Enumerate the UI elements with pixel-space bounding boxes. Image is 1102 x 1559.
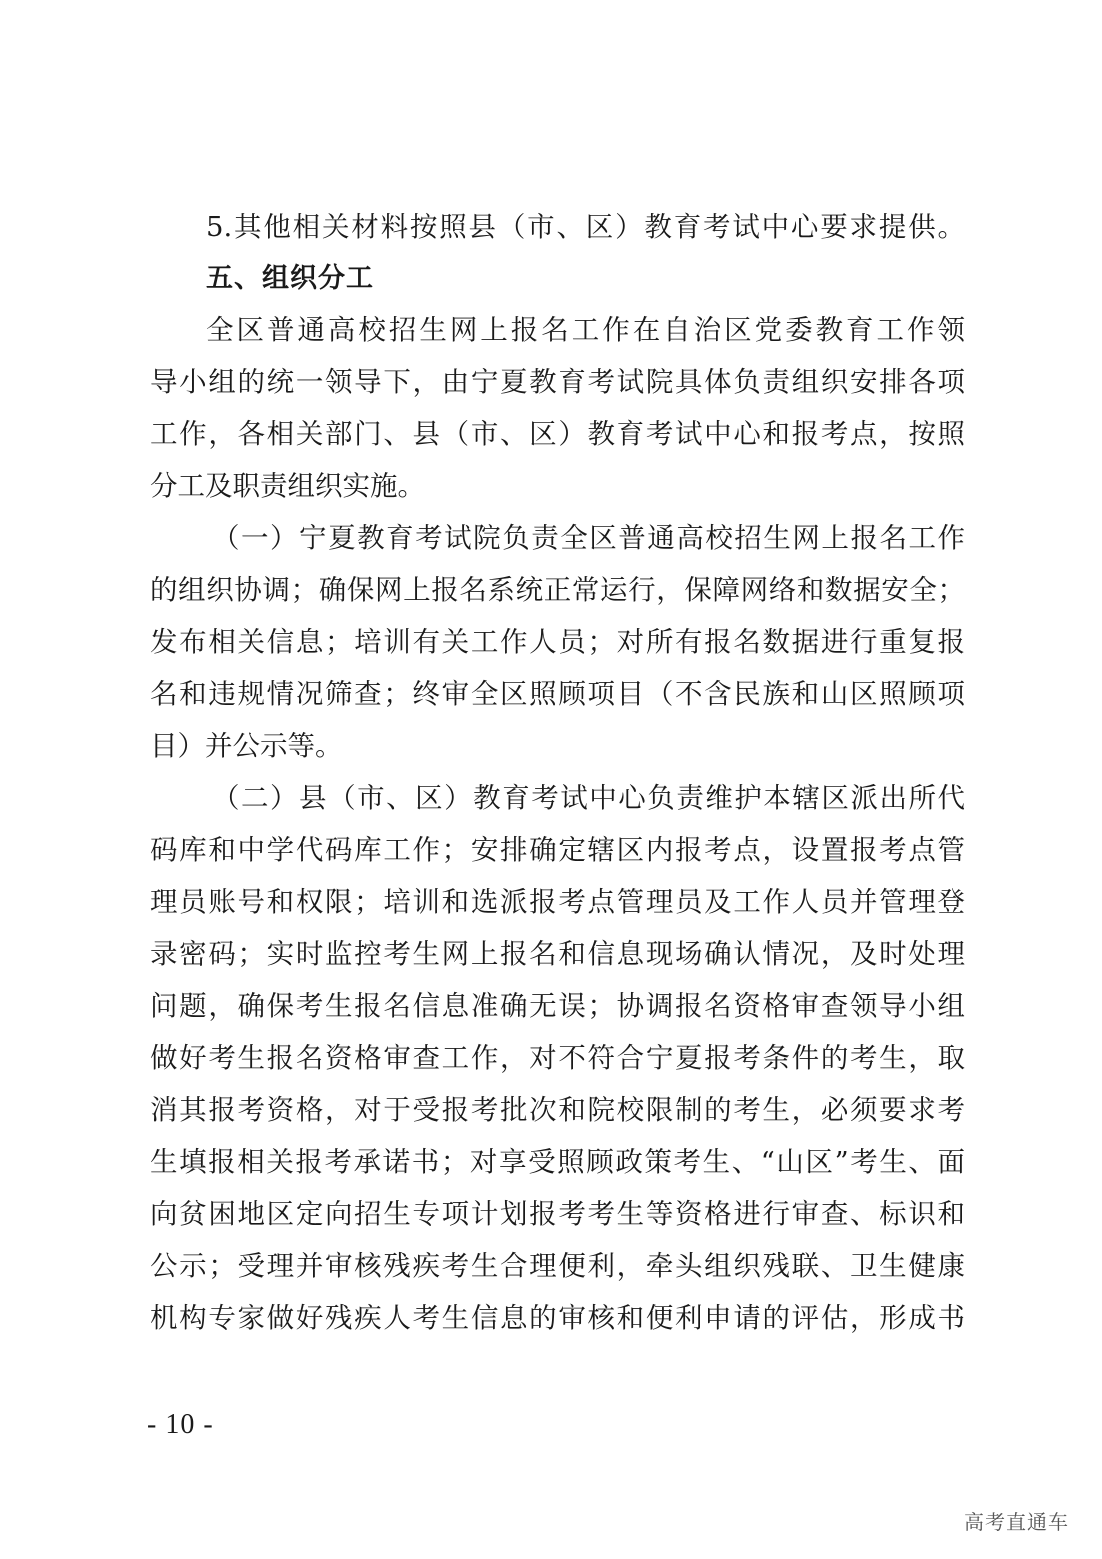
- paragraph-line: 机构专家做好残疾人考生信息的审核和便利申请的评估，形成书: [150, 1302, 965, 1334]
- paragraph-line: 的组织协调；确保网上报名系统正常运行，保障网络和数据安全；: [150, 574, 965, 606]
- paragraph-line: 目）并公示等。: [150, 730, 343, 762]
- paragraph-line: 分工及职责组织实施。: [150, 470, 425, 502]
- paragraph-line: 发布相关信息；培训有关工作人员；对所有报名数据进行重复报: [150, 626, 965, 658]
- paragraph-line: 录密码；实时监控考生网上报名和信息现场确认情况，及时处理: [150, 938, 965, 970]
- paragraph-line: 全区普通高校招生网上报名工作在自治区党委教育工作领: [206, 314, 965, 346]
- paragraph-line: 导小组的统一领导下，由宁夏教育考试院具体负责组织安排各项: [150, 366, 965, 398]
- paragraph-line: 消其报考资格，对于受报考批次和院校限制的考生，必须要求考: [150, 1094, 965, 1126]
- section-heading: 五、组织分工: [206, 263, 374, 294]
- page-number: - 10 -: [147, 1409, 214, 1440]
- paragraph-line-materials: 5.其他相关材料按照县（市、区）教育考试中心要求提供。: [206, 211, 965, 243]
- paragraph-line: 做好考生报名资格审查工作，对不符合宁夏报考条件的考生，取: [150, 1042, 965, 1074]
- paragraph-line: 公示；受理并审核残疾考生合理便利，牵头组织残联、卫生健康: [150, 1250, 965, 1282]
- paragraph-line: 理员账号和权限；培训和选派报考点管理员及工作人员并管理登: [150, 886, 965, 918]
- paragraph-line: 码库和中学代码库工作；安排确定辖区内报考点，设置报考点管: [150, 834, 965, 866]
- paragraph-line: 名和违规情况筛查；终审全区照顾项目（不含民族和山区照顾项: [150, 678, 965, 710]
- watermark-text: 高考直通车: [964, 1510, 1069, 1534]
- paragraph-line: 工作，各相关部门、县（市、区）教育考试中心和报考点，按照: [150, 418, 965, 450]
- paragraph-line: （一）宁夏教育考试院负责全区普通高校招生网上报名工作: [212, 522, 965, 554]
- paragraph-line: 问题，确保考生报名信息准确无误；协调报名资格审查领导小组: [150, 990, 965, 1022]
- paragraph-line: （二）县（市、区）教育考试中心负责维护本辖区派出所代: [212, 782, 965, 814]
- paragraph-line: 生填报相关报考承诺书；对享受照顾政策考生、“山区”考生、面: [150, 1146, 965, 1178]
- paragraph-line: 向贫困地区定向招生专项计划报考考生等资格进行审查、标识和: [150, 1198, 965, 1230]
